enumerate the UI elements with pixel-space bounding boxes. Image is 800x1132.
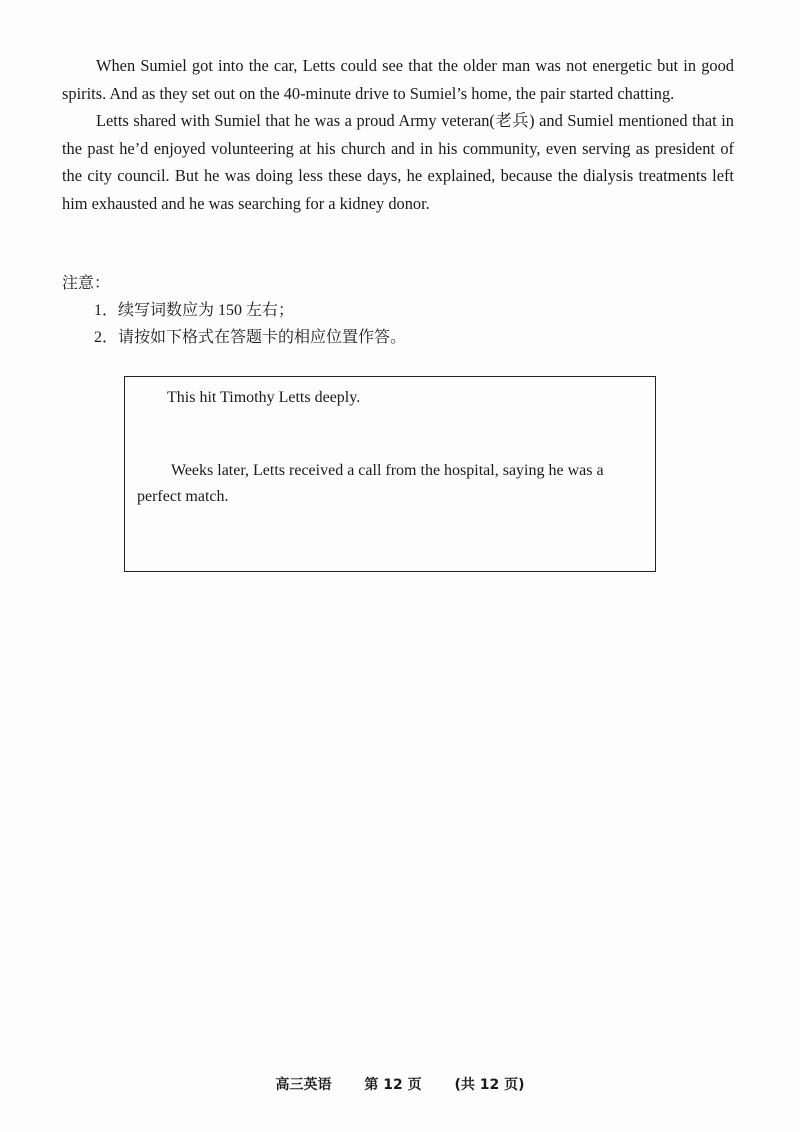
notes-item-format: 2．请按如下格式在答题卡的相应位置作答。 (94, 329, 407, 346)
continuation-opening-2: Weeks later, Letts received a call from the hospital, saying he was a perfect match. (137, 462, 604, 505)
footer-subject: 高三英语 (275, 1077, 332, 1093)
story-passage (62, 52, 734, 217)
passage-paragraph-1: When Sumiel got into the car, Letts could see that the older man was not energetic but in good spirits. And as they set out on the 40-minute drive to Sumiel’s home, the pair started chatting. (62, 56, 734, 103)
passage-paragraph-2: Letts shared with Sumiel that he was a proud Army veteran(老兵) and Sumiel mentioned that in the past he’d enjoyed volunteering at his church and in his community, even serving as president of the city council. But he was doing less these days, he explained, because the dialysis treatments left him exhausted and he was searching for a kidney donor. (62, 111, 734, 213)
footer-page-number: 第 12 页 (364, 1077, 422, 1093)
notes-title: 注意： (62, 275, 111, 292)
page-footer (0, 1074, 800, 1094)
continuation-opening-1: This hit Timothy Letts deeply. (167, 389, 361, 406)
notes-item-word-count: 1．续写词数应为 150 左右； (94, 302, 295, 319)
answer-format-box (124, 376, 656, 572)
notes-list (62, 297, 742, 351)
footer-total-pages: (共 12 页) (454, 1077, 525, 1093)
instructions-notes (62, 270, 742, 351)
